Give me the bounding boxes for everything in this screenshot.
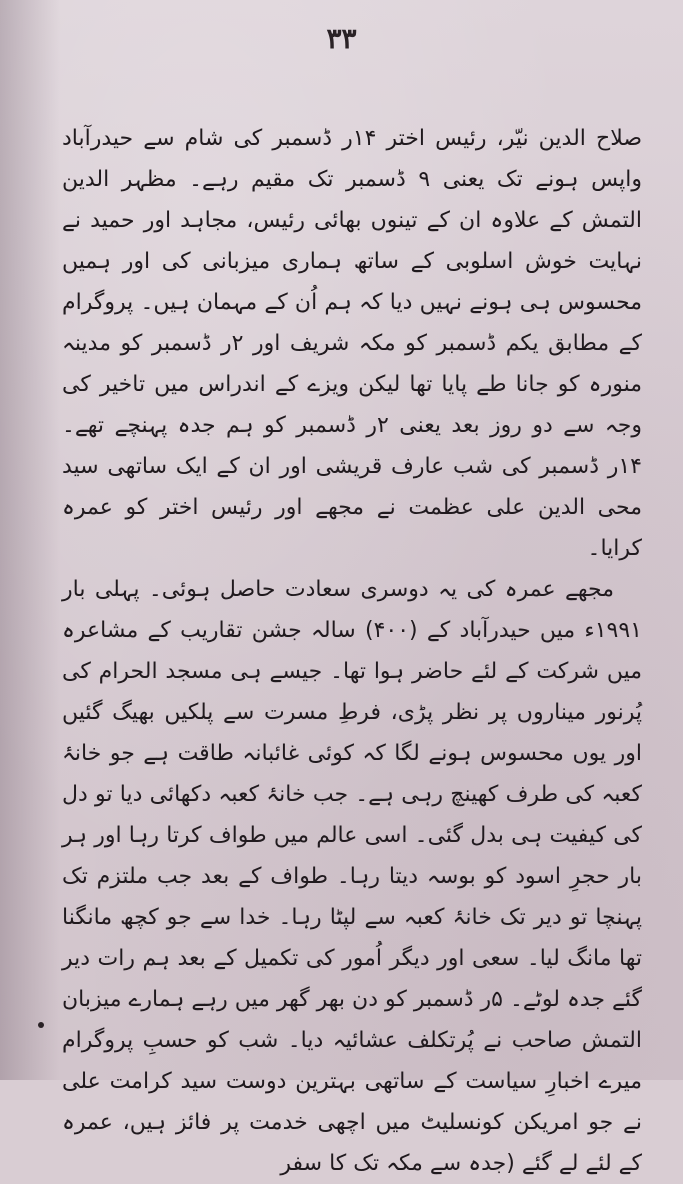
binding-shadow	[0, 0, 60, 1080]
body-text	[62, 118, 642, 1184]
paragraph-1: صلاح الدین نیّر، رئیس اختر ۱۴ر ڈسمبر کی شام سے حیدرآباد واپس ہونے تک یعنی ۹ ڈسمبر تک مقیم رہے۔ مظہر الدین التمش کے علاوہ ان کے تینوں بھائی رئیس، مجاہد اور حمید نے نہایت خوش اسلوبی کے ساتھ ہماری میزبانی کی اور ہمیں محسوس ہی ہونے نہیں دیا کہ ہم اُن کے مہمان ہیں۔ پروگرام کے مطابق یکم ڈسمبر کو مکہ شریف اور ۲ر ڈسمبر کو مدینہ منورہ کو جانا طے پایا تھا لیکن ویزے کے اندراس میں تاخیر کی وجہ سے دو روز بعد یعنی ۲ر ڈسمبر کو ہم جدہ پہنچے تھے۔ ۱۴ر ڈسمبر کی شب عارف قریشی اور ان کے ایک ساتھی سید محی الدین علی عظمت نے مجھے اور رئیس اختر کو عمرہ کرایا۔	[62, 126, 642, 561]
paragraph-2: مجھے عمرہ کی یہ دوسری سعادت حاصل ہوئی۔ پہلی بار ۱۹۹۱ء میں حیدرآباد کے (۴۰۰) سالہ جشن تقاریب کے مشاعرہ میں شرکت کے لئے حاضر ہوا تھا۔ جیسے ہی مسجد الحرام کی پُرنور میناروں پر نظر پڑی، فرطِ مسرت سے پلکیں بھیگ گئیں اور یوں محسوس ہونے لگا کہ کوئی غائبانہ طاقت ہے جو خانۂ کعبہ کی طرف کھینچ رہی ہے۔ جب خانۂ کعبہ دکھائی دیا تو دل کی کیفیت ہی بدل گئی۔ اسی عالم میں طواف کرتا رہا اور ہر بار حجرِ اسود کو بوسہ دیتا رہا۔ طواف کے بعد جب ملتزم تک پہنچا تو دیر تک خانۂ کعبہ سے لپٹا رہا۔ خدا سے جو کچھ مانگنا تھا مانگ لیا۔ سعی اور دیگر اُمور کی تکمیل کے بعد ہم رات دیر گئے جدہ لوٹے۔ ۵ر ڈسمبر کو دن بھر گھر میں رہے ہمارے میزبان التمش صاحب نے پُرتکلف عشائیہ دیا۔ شب کو حسبِ پروگرام میرے اخبارِ سیاست کے ساتھی بہترین دوست سید کرامت علی نے جو امریکن کونسلیٹ میں اچھی خدمت پر فائز ہیں، عمرہ کے لئے لے گئے (جدہ سے مکہ تک کا سفر	[61, 577, 642, 1176]
page-number: ۳۳	[326, 22, 357, 55]
margin-dot	[38, 1022, 44, 1028]
